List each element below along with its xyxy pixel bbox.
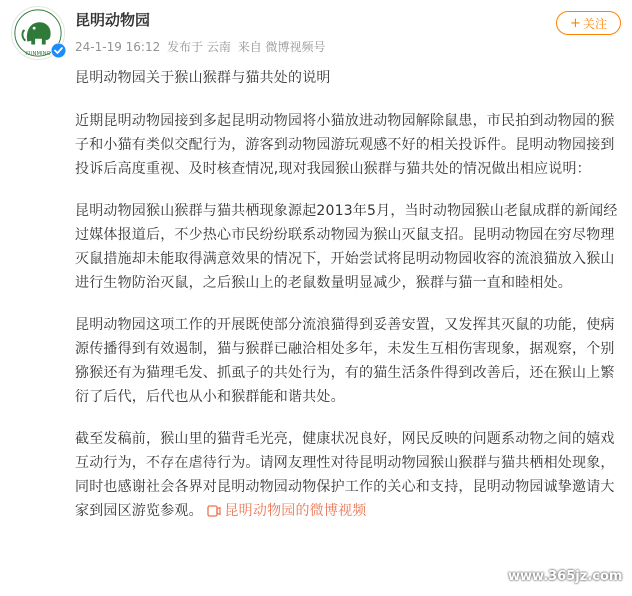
post-paragraph-2: 昆明动物园猴山猴群与猫共栖现象源起2013年5月，当时动物园猴山老鼠成群的新闻经过媒体报道后，不少热心市民纷纷联系动物园为猴山灭鼠支招。昆明动物园在穷尽物理灭鼠措施却未能取得满意效果的情况下，开始尝试将昆明动物园收容的流浪猫放入猴山进行生物防治灭鼠，之后猴山上的老鼠数量明显减少，猴群与猫一直和睦相处。 [75,203,618,291]
watermark: www.365jz.com [508,569,623,584]
video-link[interactable] [207,503,366,519]
post-paragraph-4-text: 截至发稿前，猴山里的猫背毛光亮，健康状况良好，网民反映的问题系动物之间的嬉戏互动行为，不存在虐待行为。请网友理性对待昆明动物园猴山猴群与猫共栖相处现象，同时也感谢社会各界对昆明动物园动物保护工作的关心和支持，昆明动物园诚挚邀请大家到园区游览参观。 [75,431,615,519]
post-title: 昆明动物园关于猴山猴群与猫共处的说明 [75,70,331,86]
post-paragraph-1: 近期昆明动物园接到多起昆明动物园将小猫放进动物园解除鼠患，市民拍到动物园的猴子和小猫有类似交配行为，游客到动物园游玩观感不好的相关投诉件。昆明动物园接到投诉后高度重视、及时核查情况,现对我园猴山猴群与猫共处的情况做出相应说明： [75,113,615,177]
post-timestamp[interactable]: 24-1-19 16:12 [75,40,161,54]
post-meta [75,38,329,55]
follow-button-label: 关注 [582,16,607,31]
verified-badge-icon [51,43,66,58]
video-link-label: 昆明动物园的微博视频 [224,503,367,519]
account-name[interactable]: 昆明动物园 [75,11,151,29]
svg-text:KUNMING: KUNMING [25,51,51,58]
plus-icon: + [570,15,581,31]
follow-button[interactable] [556,11,621,35]
post-location: 发布于 云南 [167,40,231,54]
video-icon [207,505,221,517]
post-paragraph-3: 昆明动物园这项工作的开展既使部分流浪猫得到妥善安置，又发挥其灭鼠的功能，使病源传播得到有效遏制，猫与猴群已融洽相处多年，未发生互相伤害现象，据观察，个别猕猴还有为猫理毛发、抓虱子的共处行为，有的猫生活条件得到改善后，还在猴山上繁衍了后代，后代也从小和猴群能和谐共处。 [75,317,615,405]
post-source[interactable]: 来自 微博视频号 [237,40,326,54]
post-paragraph-4 [75,427,626,523]
post-body [75,66,626,523]
